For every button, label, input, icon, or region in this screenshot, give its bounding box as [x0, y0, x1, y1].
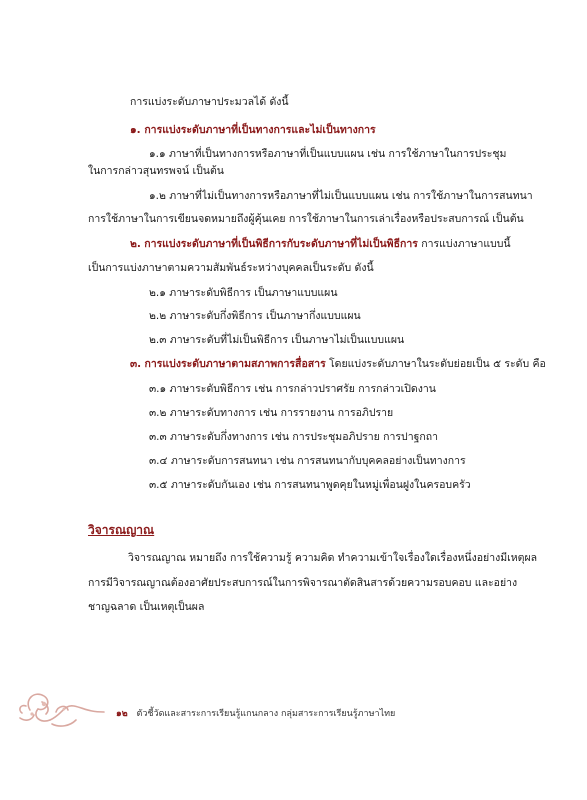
item3-sub-1-text: ภาษาระดับพิธีการ เช่น การกล่าวปราศรัย การกล่าวเปิดงาน — [169, 383, 436, 395]
item2-sub-3 — [149, 333, 404, 347]
item3-sub-3-number: ๓.๓ — [149, 431, 167, 443]
item2-tail: การแบ่งภาษาแบบนี้ — [421, 238, 511, 250]
item2-sub-3-text: ภาษาระดับที่ไม่เป็นพิธีการ เป็นภาษาไม่เป็นแบบแผน — [169, 334, 405, 346]
item2-continuation: เป็นการแบ่งภาษาตามความสัมพันธ์ระหว่างบุคคลเป็นระดับ ดังนี้ — [88, 262, 374, 274]
item3-sub-3-text: ภาษาระดับกึ่งทางการ เช่น การประชุมอภิปราย การปาฐกถา — [170, 431, 438, 443]
floral-ornament-icon — [12, 682, 112, 732]
item2-sub-3-number: ๒.๓ — [149, 334, 167, 346]
item2-sub-1-number: ๒.๑ — [149, 287, 166, 299]
item3-tail: โดยแบ่งระดับภาษาในระดับย่อยเป็น ๕ ระดับ คือ — [329, 358, 546, 370]
item1-sub1-line2: ในการกล่าวสุนทรพจน์ เป็นต้น — [88, 165, 224, 177]
item2-heading — [130, 237, 511, 251]
footer — [116, 706, 395, 720]
item3-sub-5-text: ภาษาระดับกันเอง เช่น การสนทนาพูดคุยในหมู่เพื่อนฝูงในครอบครัว — [170, 479, 471, 491]
intro-text: การแบ่งระดับภาษาประมวลได้ ดังนี้ — [130, 96, 289, 108]
item1-sub1-line1 — [149, 147, 506, 161]
item2-title: การแบ่งระดับภาษาที่เป็นพิธีการกับระดับภาษาที่ไม่เป็นพิธีการ — [144, 238, 418, 250]
item3-sub-2-text: ภาษาระดับทางการ เช่น การรายงาน การอภิปราย — [169, 407, 394, 419]
item3-sub-5-number: ๓.๕ — [149, 479, 168, 491]
item2-sub-1-text: ภาษาระดับพิธีการ เป็นภาษาแบบแผน — [169, 287, 338, 299]
item3-sub-4-text: ภาษาระดับการสนทนา เช่น การสนทนากับบุคคลอย่างเป็นทางการ — [170, 455, 466, 467]
item3-number: ๓. — [130, 358, 142, 370]
section-paragraph-line1: วิจารณญาณ หมายถึง การใช้ความรู้ ความคิด ทำความเข้าใจเรื่องใดเรื่องหนึ่งอย่างมีเหตุผล — [128, 552, 538, 564]
section-paragraph-line3: ชาญฉลาด เป็นเหตุเป็นผล — [88, 601, 205, 613]
item2-number: ๒. — [130, 238, 141, 250]
item1-title: การแบ่งระดับภาษาที่เป็นทางการและไม่เป็นทางการ — [144, 124, 376, 136]
footer-text: ตัวชี้วัดและสาระการเรียนรู้แกนกลาง กลุ่มสาระการเรียนรู้ภาษาไทย — [136, 709, 396, 719]
item1-sub2-line1 — [149, 189, 533, 203]
item1-sub2-number: ๑.๒ — [149, 190, 166, 202]
item2-sub-2-number: ๒.๒ — [149, 310, 167, 322]
item3-sub-4 — [149, 454, 466, 468]
section-paragraph-line2: การมีวิจารณญาณต้องอาศัยประสบการณ์ในการพิจารณาตัดสินสารด้วยความรอบคอบ และอย่าง — [88, 577, 518, 589]
item3-sub-2 — [149, 406, 393, 420]
item1-sub2-line2: การใช้ภาษาในการเขียนจดหมายถึงผู้คุ้นเคย การใช้ภาษาในการเล่าเรื่องหรือประสบการณ์ เป็นต้น — [88, 213, 524, 225]
item3-heading — [130, 357, 546, 371]
item3-sub-3 — [149, 430, 438, 444]
item1-sub1-number: ๑.๑ — [149, 148, 166, 160]
item1-sub2-text: ภาษาที่ไม่เป็นทางการหรือภาษาที่ไม่เป็นแบบแผน เช่น การใช้ภาษาในการสนทนา — [169, 190, 533, 202]
item3-sub-1-number: ๓.๑ — [149, 383, 167, 395]
item1-sub1-text: ภาษาที่เป็นทางการหรือภาษาที่เป็นแบบแผน เช่น การใช้ภาษาในการประชุม — [169, 148, 507, 160]
item3-title: การแบ่งระดับภาษาตามสภาพการสื่อสาร — [144, 358, 326, 370]
item3-sub-4-number: ๓.๔ — [149, 455, 168, 467]
item2-sub-2-text: ภาษาระดับกึ่งพิธีการ เป็นภาษากึ่งแบบแผน — [169, 310, 361, 322]
item3-sub-1 — [149, 382, 436, 396]
item3-sub-2-number: ๓.๒ — [149, 407, 167, 419]
item2-sub-2 — [149, 309, 361, 323]
section-title: วิจารณญาณ — [88, 523, 155, 537]
item2-sub-1 — [149, 286, 338, 300]
item3-sub-5 — [149, 478, 471, 492]
page-number: ๑๒ — [116, 709, 128, 719]
item1-heading — [130, 123, 376, 137]
item1-number: ๑. — [130, 124, 141, 136]
